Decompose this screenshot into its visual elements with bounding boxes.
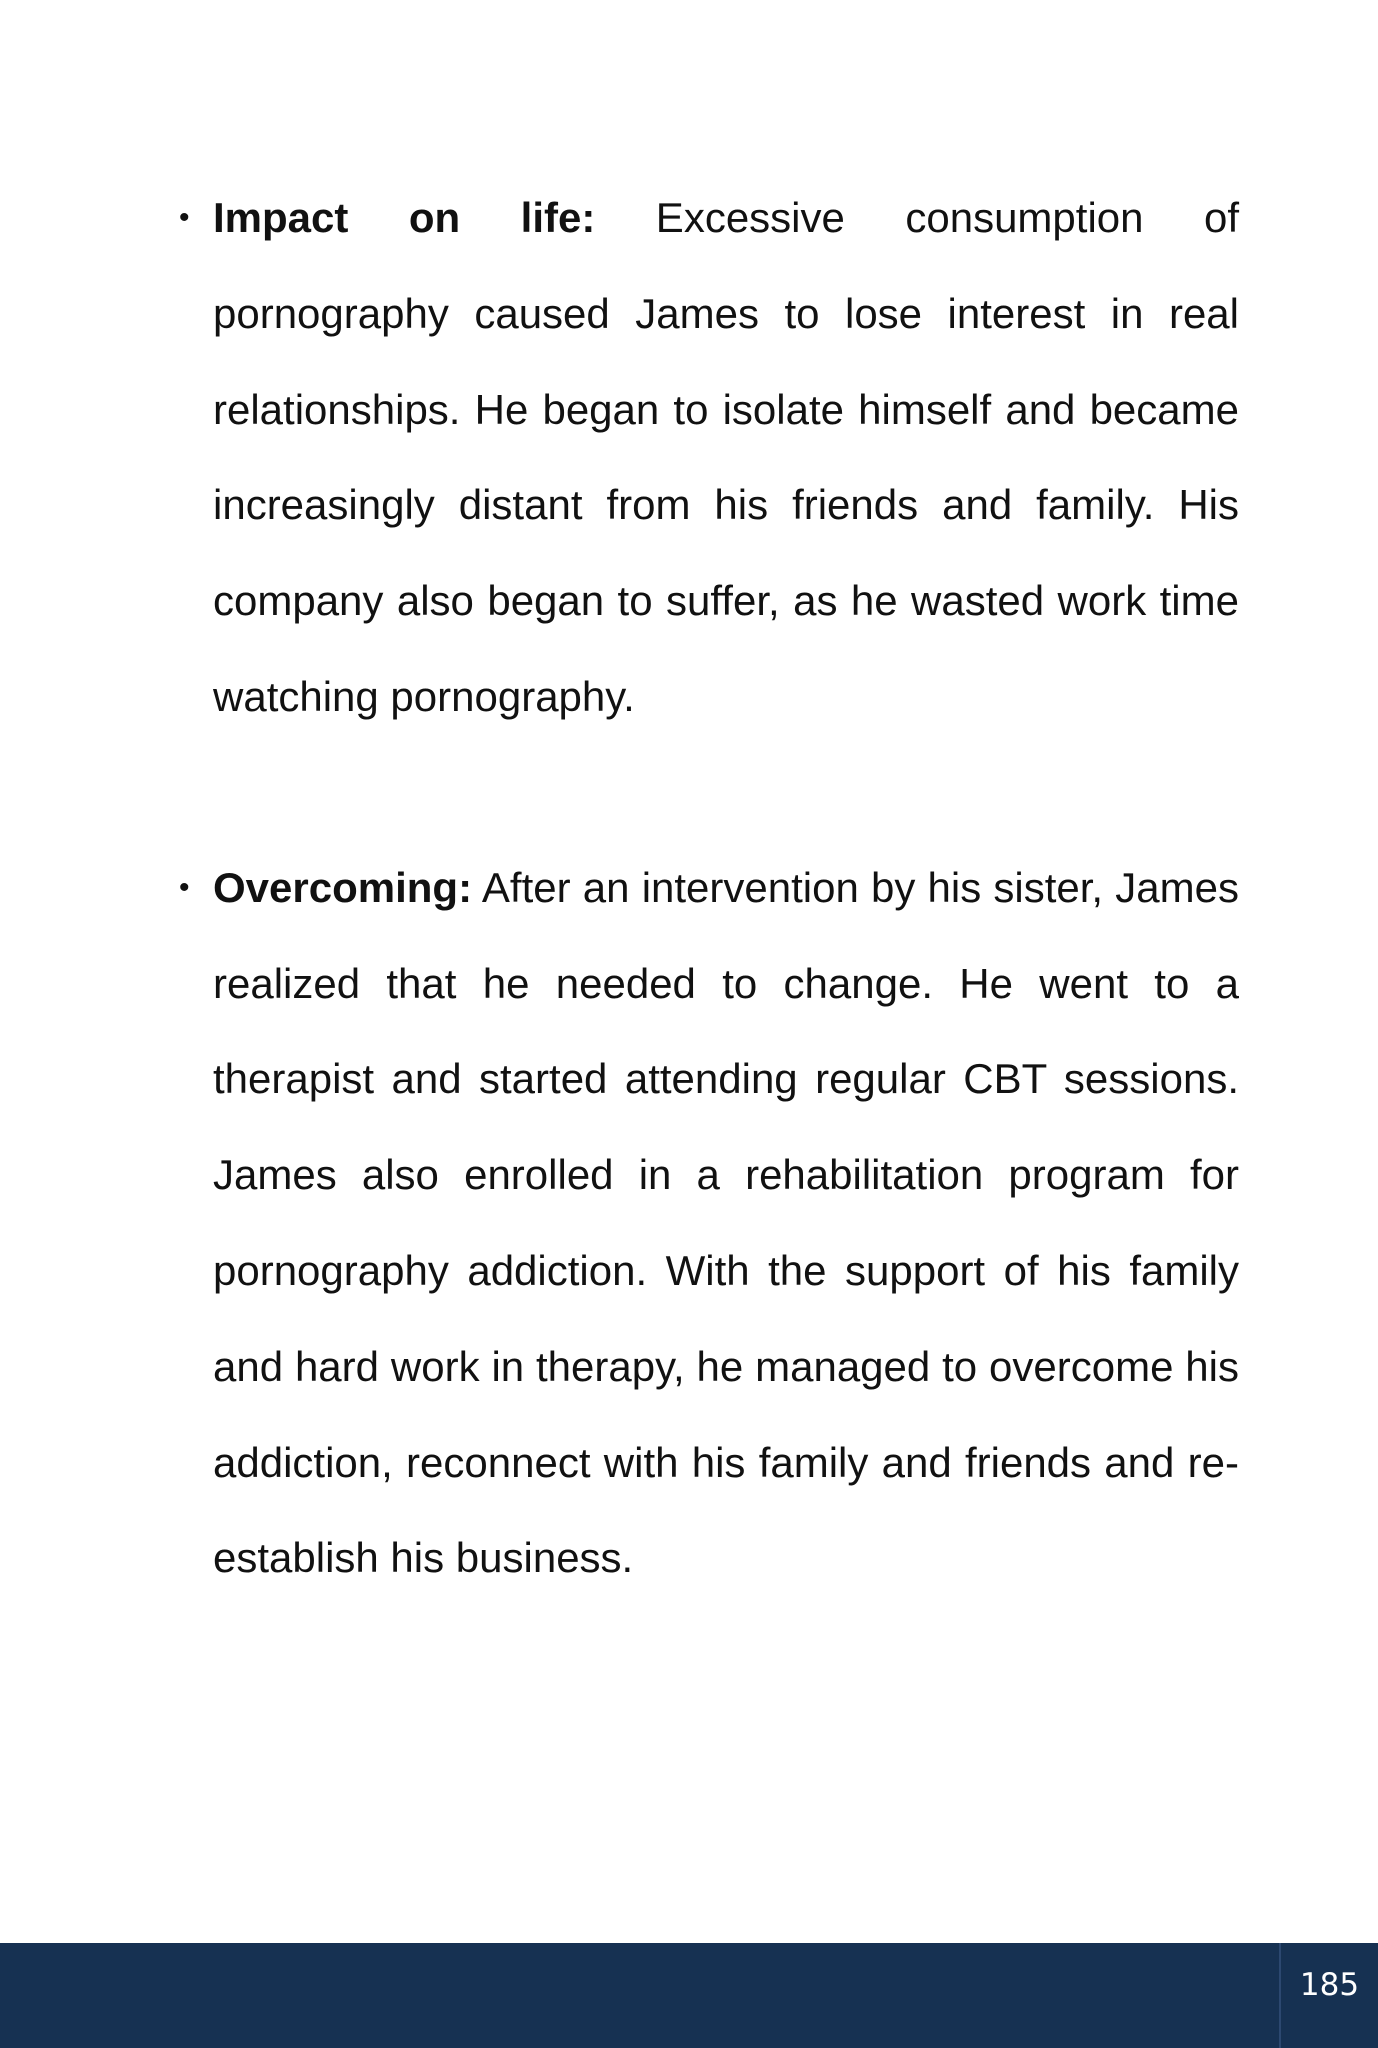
page-number: 185 [1279,1943,1378,2048]
bullet-icon: • [179,870,190,904]
bullet-list [179,170,1239,1606]
bullet-text: After an intervention by his sister, James realized that he needed to change. He went to a therapist and started attending regular CBT sessions. James also enrolled in a rehabilitation program for pornography addiction. With the support of his family and hard work in therapy, he managed to overcome his addiction, reconnect with his family and friends and re-establish his business. [213,863,1239,1582]
bullet-lead: Impact on life: [213,194,596,241]
bullet-item-overcoming [179,840,1239,1606]
bullet-lead: Overcoming: [213,863,473,911]
bullet-text: Excessive consumption of pornography caused James to lose interest in real relationships. He began to isolate himself and became increasingly distant from his friends and family. His company also began to suffer, as he wasted work time watching pornography. [213,194,1239,720]
bullet-icon: • [179,201,190,234]
bullet-item-impact-on-life [179,170,1239,745]
footer-bar [0,1943,1378,2048]
